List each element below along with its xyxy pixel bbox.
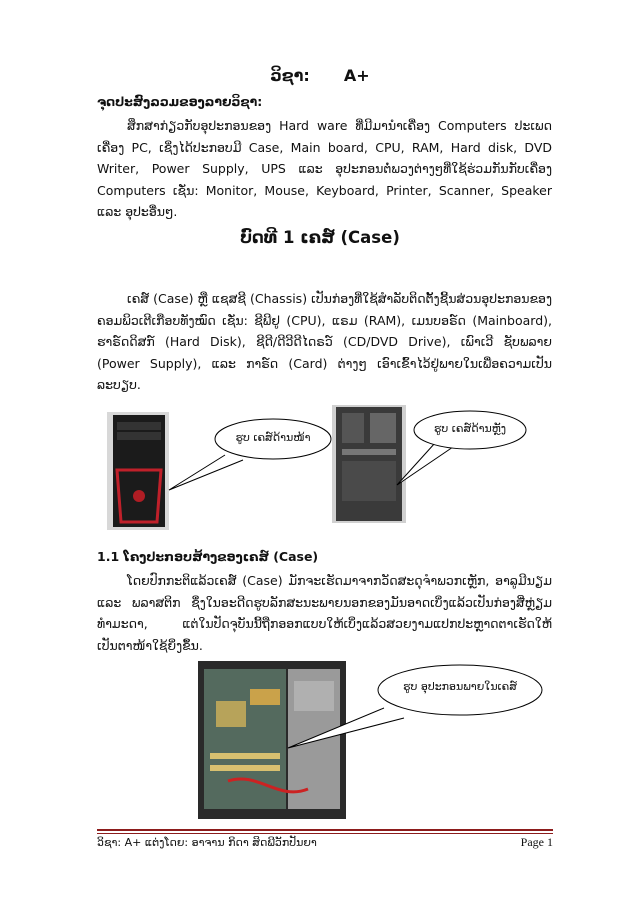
chapter-paragraph-text: ເຄສ໌ (Case) ຫຼື ແຊສຊີ (Chassis) ເປັນກ່ອງທີ່ໃຊ້ສຳລັບຕິດຕັ້ງຊີ້ນສ່ວນອຸປະກອນຂອງຄອມພິວເຕີເກືອບທັງໝົດ ເຊັ່ນ: ຊີພີຢູ (CPU), ແຣມ (RAM), ເມນບອຣ໌ດ (Mainboard), ຮາຣ໌ດດິສກ໌ (Hard Disk), ຊີດີ/ດີວີດີໄດຣວ໌ (CD/DVD Drive), ເພົາເວີ ຊັບພລາຍ (Power Supply), ແລະ ກາຣ໌ດ (Card) ຕ່າງໆ ເອົາເຂົ້າໄວ້ຢູ່ພາຍໃນເພື່ອຄວາມເປັນລະບຽບ. xyxy=(97,291,552,392)
chapter-paragraph xyxy=(97,288,552,396)
subject-value: A+ xyxy=(343,66,370,85)
objective-title: ຈຸດປະສົງລວມຂອງລາຍວິຊາ: xyxy=(97,94,263,109)
footer-author: ວິຊາ: A+ ແຕ່ງໂດຍ: ອາຈານ ກິດາ ສິດພີວັກປັນຍາ xyxy=(97,836,317,849)
callout-front-text: ຮູບ ເຄສ໌ດ້ານໜ້າ xyxy=(235,431,311,444)
callout-front xyxy=(165,414,335,496)
section-title: 1.1 ໂຄງປະກອບສ້າງຂອງເຄສ໌ (Case) xyxy=(97,549,319,564)
callout-inside-text: ຮູບ ອຸປະກອນພາຍໃນເຄສ໌ xyxy=(402,680,517,693)
footer-rule-thin xyxy=(97,833,553,834)
subject-label: ວິຊາ: xyxy=(270,66,310,85)
intro-paragraph xyxy=(97,115,552,223)
callout-back-text: ຮູບ ເຄສ໌ດ້ານຫຼັງ xyxy=(433,422,507,435)
section-paragraph-text: ໂດຍປົກກະຕິແລ້ວເຄສ໌ (Case) ມັກຈະເຮັດມາຈາກວັດສະດຸຈຳພວກເຫຼັກ, ອາລູມີນຽມ ແລະ ພລາສຕິກ ຊຶ່ງໃນອະດີດຮູບລັກສະນະພາຍນອກຂອງມັນອາດເບິ່ງແລ້ວເປັນກ່ອງສີ່ຫຼ່ຽມທຳມະດາ, ແຕ່ໃນປັດຈຸບັນນີ້ຖືກອອກແບບໃຫ້ເບິ່ງແລ້ວສວຍງາມແປກປະຫຼາດຕາເຮັດໃຫ້ເປັນຕາໜ້າໃຊ້ຍິ່ງຂຶ້ນ. xyxy=(97,573,552,653)
page-number: Page 1 xyxy=(520,835,553,849)
subject-header xyxy=(0,66,640,85)
callout-inside xyxy=(286,660,546,755)
intro-paragraph-text: ສຶກສາກ່ຽວກັບອຸປະກອນຂອງ Hard ware ທີ່ມີມານຳເຄື່ອງ Computers ປະເພດ ເຄື່ອງ PC, ເຊິ່ງໄດ້ປະກອບມີ Case, Main board, CPU, RAM, Hard disk, DVD Writer, Power Supply, UPS ແລະ ອຸປະກອນຕໍ່ພວງຕ່າງໆທີ່ໃຊ້ຮ່ວມກັນກັບເຄື່ອງ Computers ເຊັ່ນ: Monitor, Mouse, Keyboard, Printer, Scanner, Speaker ແລະ ອຸປະອື່ນໆ. xyxy=(97,118,552,219)
callout-back xyxy=(395,405,530,490)
chapter-title: ບົດທີ 1 ເຄສ໌ (Case) xyxy=(240,228,400,247)
section-paragraph xyxy=(97,570,552,656)
footer-rule-thick xyxy=(97,829,553,831)
case-front-image xyxy=(107,412,169,530)
